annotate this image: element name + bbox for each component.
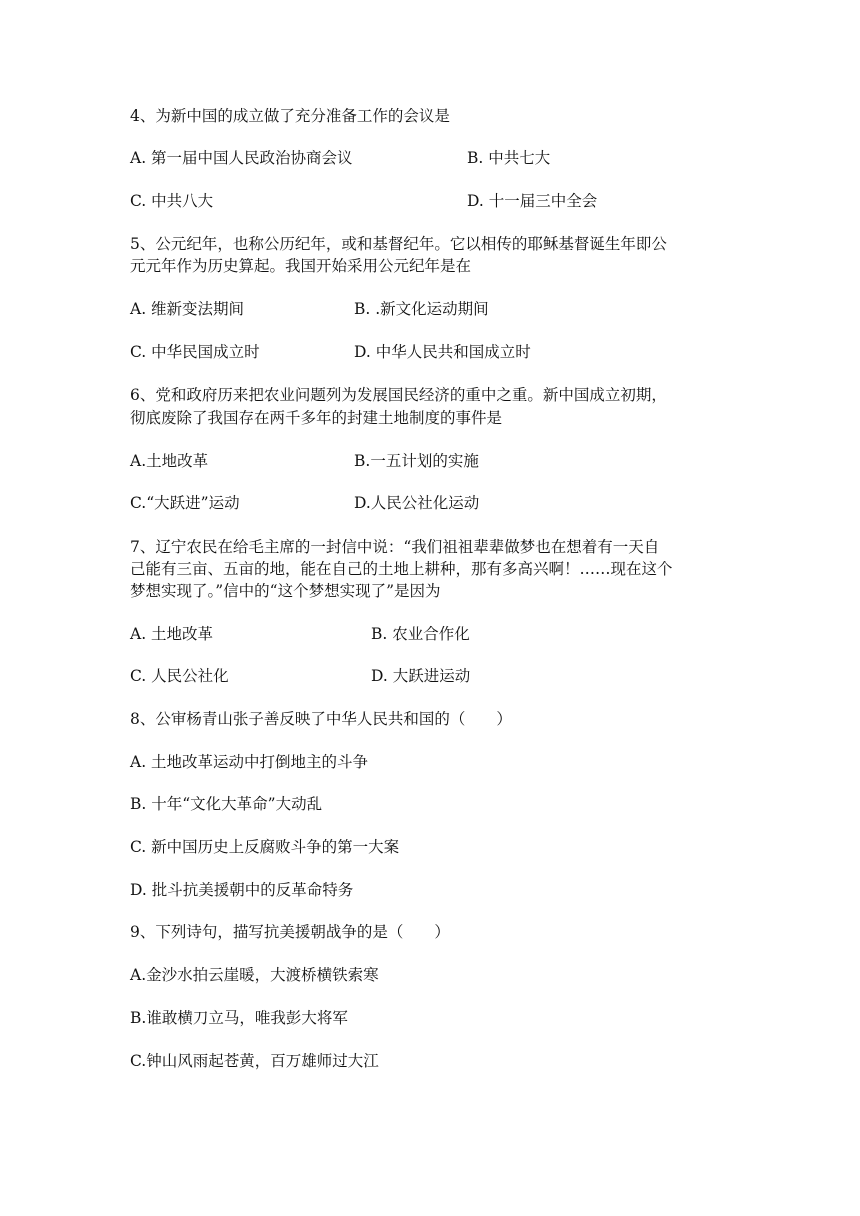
question-6-stem-line-1: 6、党和政府历来把农业问题列为发展国民经济的重中之重。新中国成立初期， (130, 386, 667, 404)
option-c: C. 中共八大 (130, 192, 214, 210)
option-b: B. 农业合作化 (371, 625, 470, 643)
option-a: A.土地改革 (130, 452, 209, 470)
question-6-option-row-1 (130, 451, 479, 471)
question-7-stem-line-3: 梦想实现了。”信中的“这个梦想实现了”是因为 (130, 582, 441, 600)
question-7-stem-line-2: 己能有三亩、五亩的地，能在自己的土地上耕种，那有多高兴啊！……现在这个 (130, 560, 673, 578)
question-4-option-row-1 (130, 148, 551, 168)
option-c: C. 人民公社化 (130, 667, 229, 685)
question-4-option-row-2 (130, 191, 598, 211)
option-c: C.“大跃进”运动 (130, 494, 240, 512)
question-9-option-a: A.金沙水拍云崖暖，大渡桥横铁索寒 (130, 966, 379, 984)
question-9-stem: 9、下列诗句，描写抗美援朝战争的是（ ） (130, 923, 450, 941)
question-8-stem: 8、公审杨青山张子善反映了中华人民共和国的（ ） (130, 710, 512, 728)
question-5-stem-line-2: 元元年作为历史算起。我国开始采用公元纪年是在 (130, 257, 472, 275)
question-8-option-b: B. 十年“文化大革命”大动乱 (130, 795, 323, 813)
option-d: D. 大跃进运动 (371, 667, 471, 685)
question-8-option-d: D. 批斗抗美援朝中的反革命特务 (130, 881, 354, 899)
question-6-stem-line-2: 彻底废除了我国存在两千多年的封建土地制度的事件是 (130, 409, 503, 427)
question-9-option-b: B.谁敢横刀立马，唯我彭大将军 (130, 1009, 348, 1027)
question-5-stem-line-1: 5、公元纪年，也称公历纪年，或和基督纪年。它以相传的耶稣基督诞生年即公 (130, 235, 667, 253)
option-c: C. 中华民国成立时 (130, 343, 260, 361)
question-5-option-row-2 (130, 342, 531, 362)
question-4-stem-line-1: 4、为新中国的成立做了充分准备工作的会议是 (130, 107, 450, 125)
question-9-option-c: C.钟山风雨起苍黄，百万雄师过大江 (130, 1052, 379, 1070)
option-d: D. 十一届三中全会 (467, 192, 598, 210)
option-b: B. 中共七大 (467, 149, 551, 167)
question-8-option-a: A. 土地改革运动中打倒地主的斗争 (130, 753, 369, 771)
question-5-option-row-1 (130, 299, 489, 319)
question-6-option-row-2 (130, 493, 480, 513)
question-7-option-row-2 (130, 666, 471, 686)
option-a: A. 维新变法期间 (130, 300, 245, 318)
option-d: D.人民公社化运动 (354, 494, 480, 512)
option-b: B.一五计划的实施 (354, 452, 479, 470)
question-8-option-c: C. 新中国历史上反腐败斗争的第一大案 (130, 838, 400, 856)
option-b: B. .新文化运动期间 (354, 300, 489, 318)
option-d: D. 中华人民共和国成立时 (354, 343, 531, 361)
option-a: A. 土地改革 (130, 625, 214, 643)
question-7-option-row-1 (130, 624, 470, 644)
option-a: A. 第一届中国人民政治协商会议 (130, 149, 353, 167)
question-7-stem-line-1: 7、辽宁农民在给毛主席的一封信中说：“我们祖祖辈辈做梦也在想着有一天自 (130, 538, 660, 556)
